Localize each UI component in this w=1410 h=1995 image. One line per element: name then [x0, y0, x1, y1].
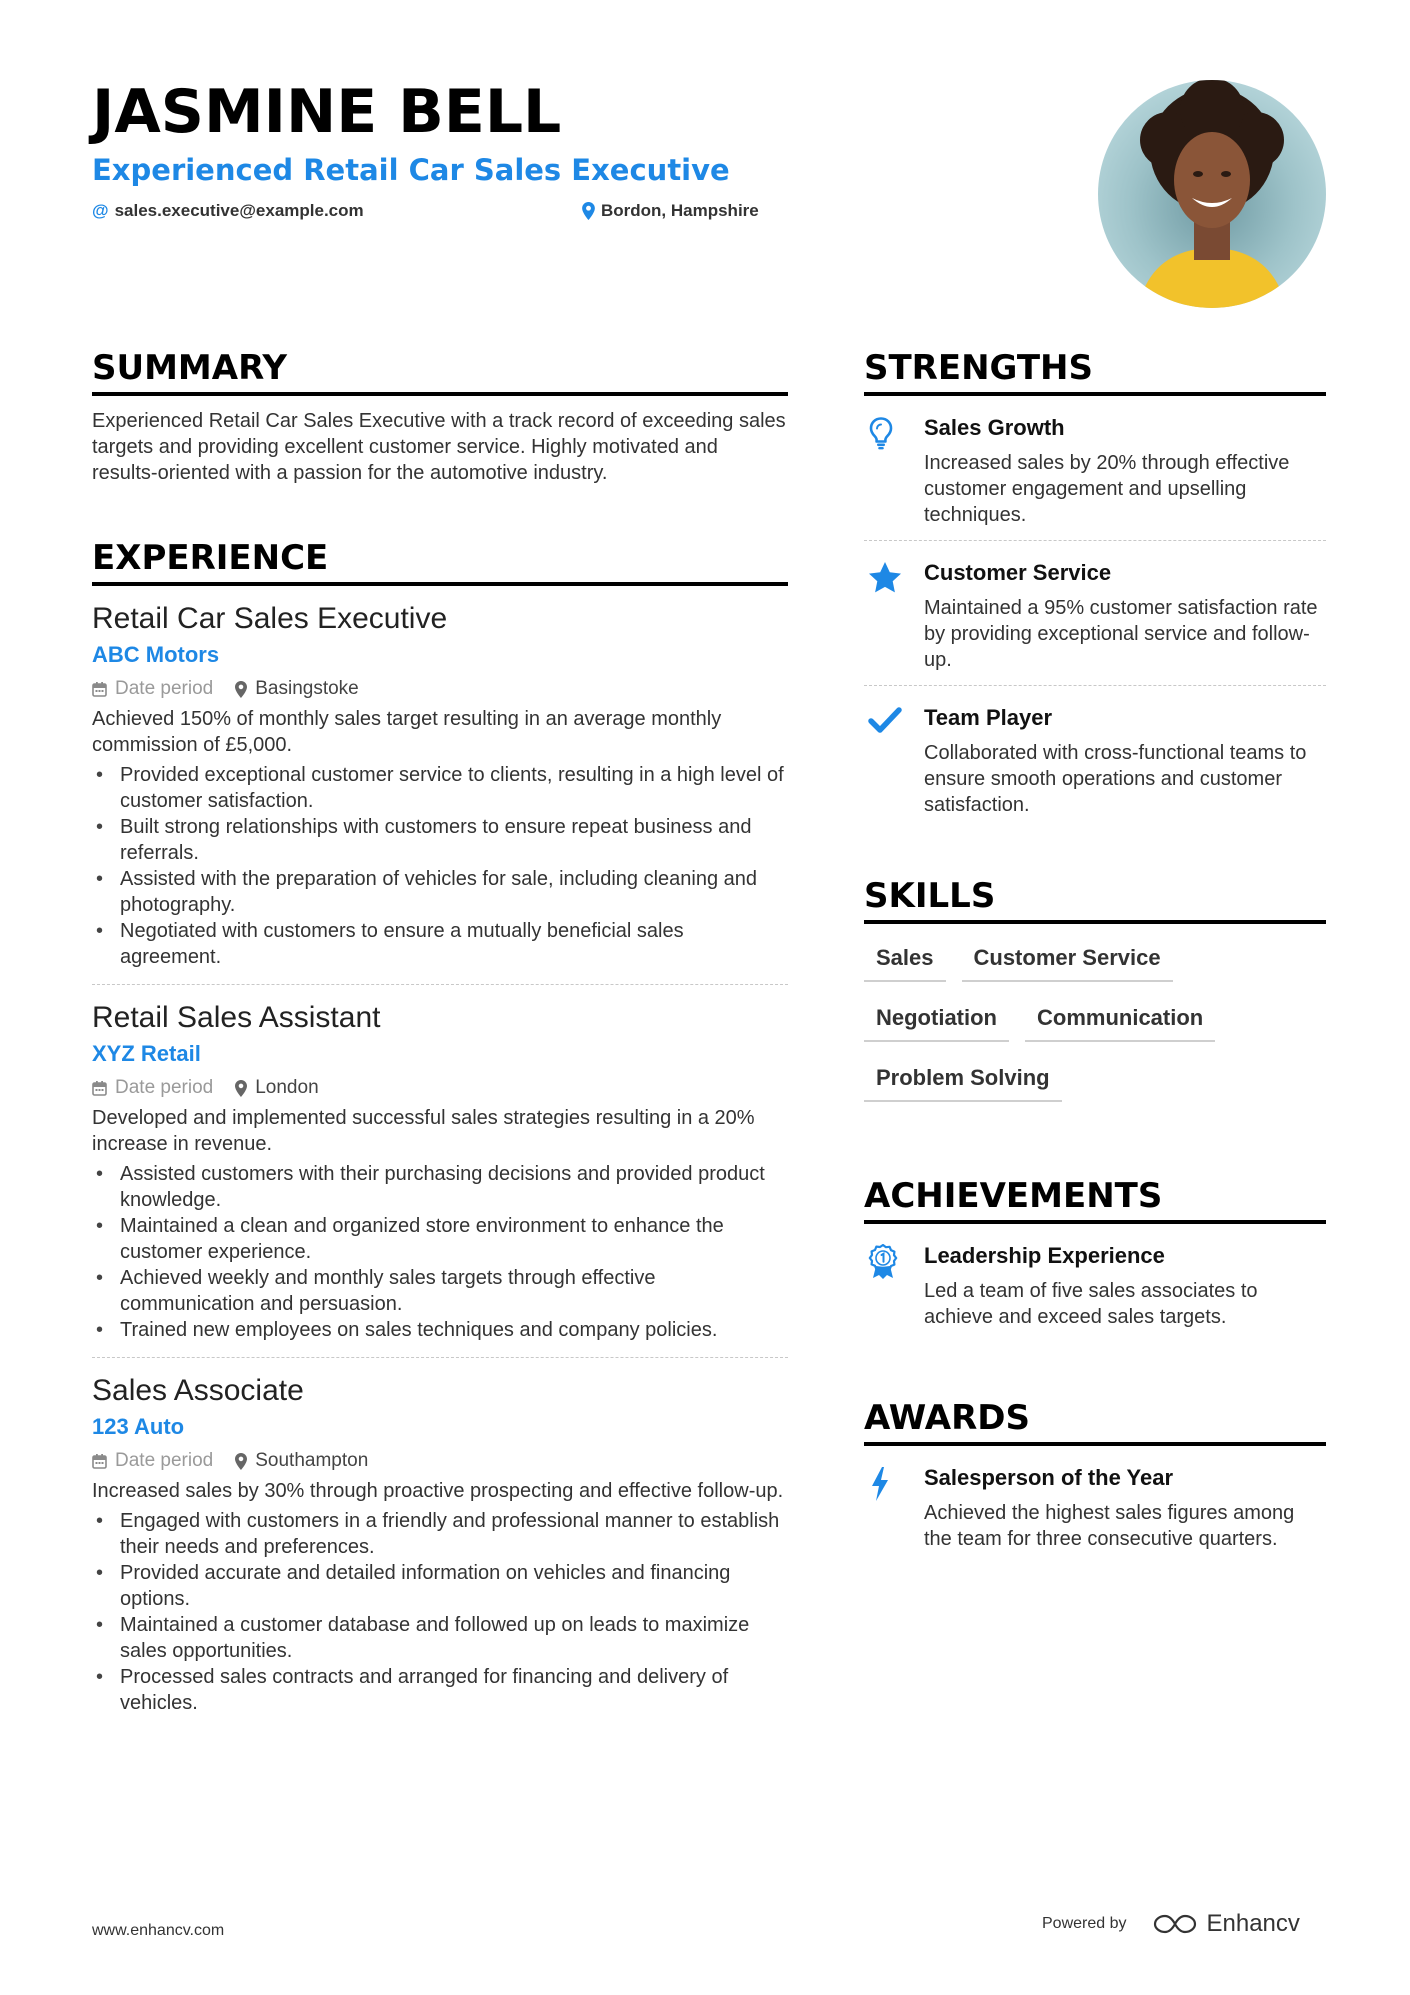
skill-tag: Negotiation	[864, 998, 1009, 1042]
skills-list	[864, 938, 1326, 1118]
location-pin-icon	[235, 1080, 247, 1097]
experience-heading: EXPERIENCE	[92, 536, 788, 586]
job-title: Sales Associate	[92, 1374, 304, 1407]
skill-tag: Sales	[864, 938, 946, 982]
right-column	[864, 346, 1326, 1564]
job-company: ABC Motors	[92, 642, 220, 667]
awards-section	[864, 1396, 1326, 1564]
summary-section	[92, 346, 788, 486]
strength-title: Customer Service	[924, 560, 1112, 585]
job-bullets	[92, 1508, 788, 1716]
job-meta	[92, 1075, 788, 1101]
list-item: • Provided accurate and detailed information on vehicles and financing options.	[92, 1560, 788, 1612]
profile-photo	[1098, 80, 1326, 308]
strength-description: Maintained a 95% customer satisfaction rate by providing exceptional service and follow-up.	[924, 597, 1318, 671]
location-text: Bordon, Hampshire	[601, 201, 759, 220]
list-item: • Assisted customers with their purchasing decisions and provided product knowledge.	[92, 1161, 788, 1213]
job-description: Developed and implemented successful sales strategies resulting in a 20% increase in revenue.	[92, 1107, 755, 1155]
date-text: Date period	[115, 1450, 214, 1471]
achievements-section	[864, 1174, 1326, 1342]
list-item: • Maintained a clean and organized store environment to enhance the customer experience.	[92, 1213, 788, 1265]
job-entry	[92, 600, 788, 985]
checkmark-icon	[864, 704, 924, 818]
candidate-title: Experienced Retail Car Sales Executive	[92, 153, 730, 187]
job-location	[235, 1075, 318, 1101]
list-item: • Processed sales contracts and arranged for financing and delivery of vehicles.	[92, 1664, 788, 1716]
list-item: • Negotiated with customers to ensure a mutually beneficial sales agreement.	[92, 918, 788, 970]
award-body	[924, 1464, 1326, 1552]
job-description: Achieved 150% of monthly sales target resulting in an average monthly commission of £5,000.	[92, 708, 722, 756]
strength-body	[924, 704, 1326, 818]
job-date	[92, 1448, 213, 1474]
resume-header	[92, 76, 812, 222]
location-text: Basingstoke	[255, 678, 359, 699]
list-item: • Achieved weekly and monthly sales targets through effective communication and persuasion.	[92, 1265, 788, 1317]
award-description: Achieved the highest sales figures among the team for three consecutive quarters.	[924, 1502, 1295, 1550]
job-location	[235, 1448, 368, 1474]
list-item: • Built strong relationships with customers to ensure repeat business and referrals.	[92, 814, 788, 866]
at-sign-icon: @	[92, 201, 109, 220]
strength-item	[864, 396, 1326, 541]
summary-heading: SUMMARY	[92, 346, 788, 396]
award-item	[864, 1446, 1326, 1564]
list-item: • Provided exceptional customer service to clients, resulting in a high level of customer satisfaction.	[92, 762, 788, 814]
location-text: London	[255, 1077, 319, 1098]
location-pin-icon	[235, 1453, 247, 1470]
job-entry	[92, 999, 788, 1358]
job-title: Retail Car Sales Executive	[92, 602, 448, 635]
job-company: 123 Auto	[92, 1414, 185, 1439]
job-title: Retail Sales Assistant	[92, 1001, 381, 1034]
contact-row	[92, 200, 812, 222]
list-item: • Engaged with customers in a friendly and professional manner to establish their needs and preferences.	[92, 1508, 788, 1560]
powered-by-label: Powered by	[1042, 1915, 1127, 1932]
strength-item	[864, 686, 1326, 830]
calendar-icon	[92, 1080, 107, 1096]
summary-text: Experienced Retail Car Sales Executive with a track record of exceeding sales targets and providing excellent customer service. Highly motivated and results-oriented with a passion for the automotive industry.	[92, 410, 786, 484]
enhancv-logo-icon	[1153, 1912, 1197, 1936]
job-bullets	[92, 1161, 788, 1343]
strength-description: Increased sales by 20% through effective customer engagement and upselling techniques.	[924, 452, 1290, 526]
job-date	[92, 1075, 213, 1101]
skill-tag: Communication	[1025, 998, 1215, 1042]
strength-title: Team Player	[924, 705, 1053, 730]
achievement-item	[864, 1224, 1326, 1342]
job-description: Increased sales by 30% through proactive prospecting and effective follow-up.	[92, 1480, 784, 1502]
strength-body	[924, 414, 1326, 528]
lightbulb-icon	[864, 414, 924, 528]
footer-website[interactable]: www.enhancv.com	[92, 1922, 225, 1939]
achievement-title: Leadership Experience	[924, 1243, 1165, 1268]
calendar-icon	[92, 681, 107, 697]
lightning-bolt-icon	[864, 1464, 924, 1552]
location-pin-icon	[582, 202, 595, 220]
skills-section	[864, 874, 1326, 1118]
achievements-heading: ACHIEVEMENTS	[864, 1174, 1326, 1224]
list-item: • Trained new employees on sales techniques and company policies.	[92, 1317, 788, 1343]
list-item: • Assisted with the preparation of vehicles for sale, including cleaning and photography.	[92, 866, 788, 918]
skill-tag: Problem Solving	[864, 1058, 1062, 1102]
job-location	[235, 676, 359, 702]
location-text: Southampton	[255, 1450, 369, 1471]
job-meta	[92, 676, 788, 702]
email-text: sales.executive@example.com	[114, 201, 364, 220]
date-text: Date period	[115, 678, 214, 699]
strength-item	[864, 541, 1326, 686]
strengths-heading: STRENGTHS	[864, 346, 1326, 396]
experience-section	[92, 536, 788, 1730]
job-meta	[92, 1448, 788, 1474]
awards-heading: AWARDS	[864, 1396, 1326, 1446]
brand-name: Enhancv	[1206, 1910, 1300, 1937]
skill-tag: Customer Service	[962, 938, 1173, 982]
calendar-icon	[92, 1453, 107, 1469]
job-entry	[92, 1372, 788, 1730]
brand-logo[interactable]	[1153, 1910, 1300, 1938]
strength-body	[924, 559, 1326, 673]
footer-branding	[1042, 1910, 1300, 1938]
date-text: Date period	[115, 1077, 214, 1098]
location-pin-icon	[235, 681, 247, 698]
strength-description: Collaborated with cross-functional teams to ensure smooth operations and customer satisfaction.	[924, 742, 1307, 816]
skills-heading: SKILLS	[864, 874, 1326, 924]
job-bullets	[92, 762, 788, 970]
candidate-name: JASMINE BELL	[92, 77, 562, 147]
list-item: • Maintained a customer database and followed up on leads to maximize sales opportunities.	[92, 1612, 788, 1664]
award-title: Salesperson of the Year	[924, 1465, 1174, 1490]
achievement-description: Led a team of five sales associates to achieve and exceed sales targets.	[924, 1280, 1258, 1328]
star-icon	[864, 559, 924, 673]
job-date	[92, 676, 213, 702]
job-company: XYZ Retail	[92, 1041, 201, 1066]
contact-location	[582, 200, 759, 222]
strength-title: Sales Growth	[924, 415, 1065, 440]
left-column	[92, 346, 788, 1730]
strengths-section	[864, 346, 1326, 830]
contact-email[interactable]	[92, 200, 582, 222]
achievement-body	[924, 1242, 1326, 1330]
award-ribbon-icon	[864, 1242, 924, 1330]
